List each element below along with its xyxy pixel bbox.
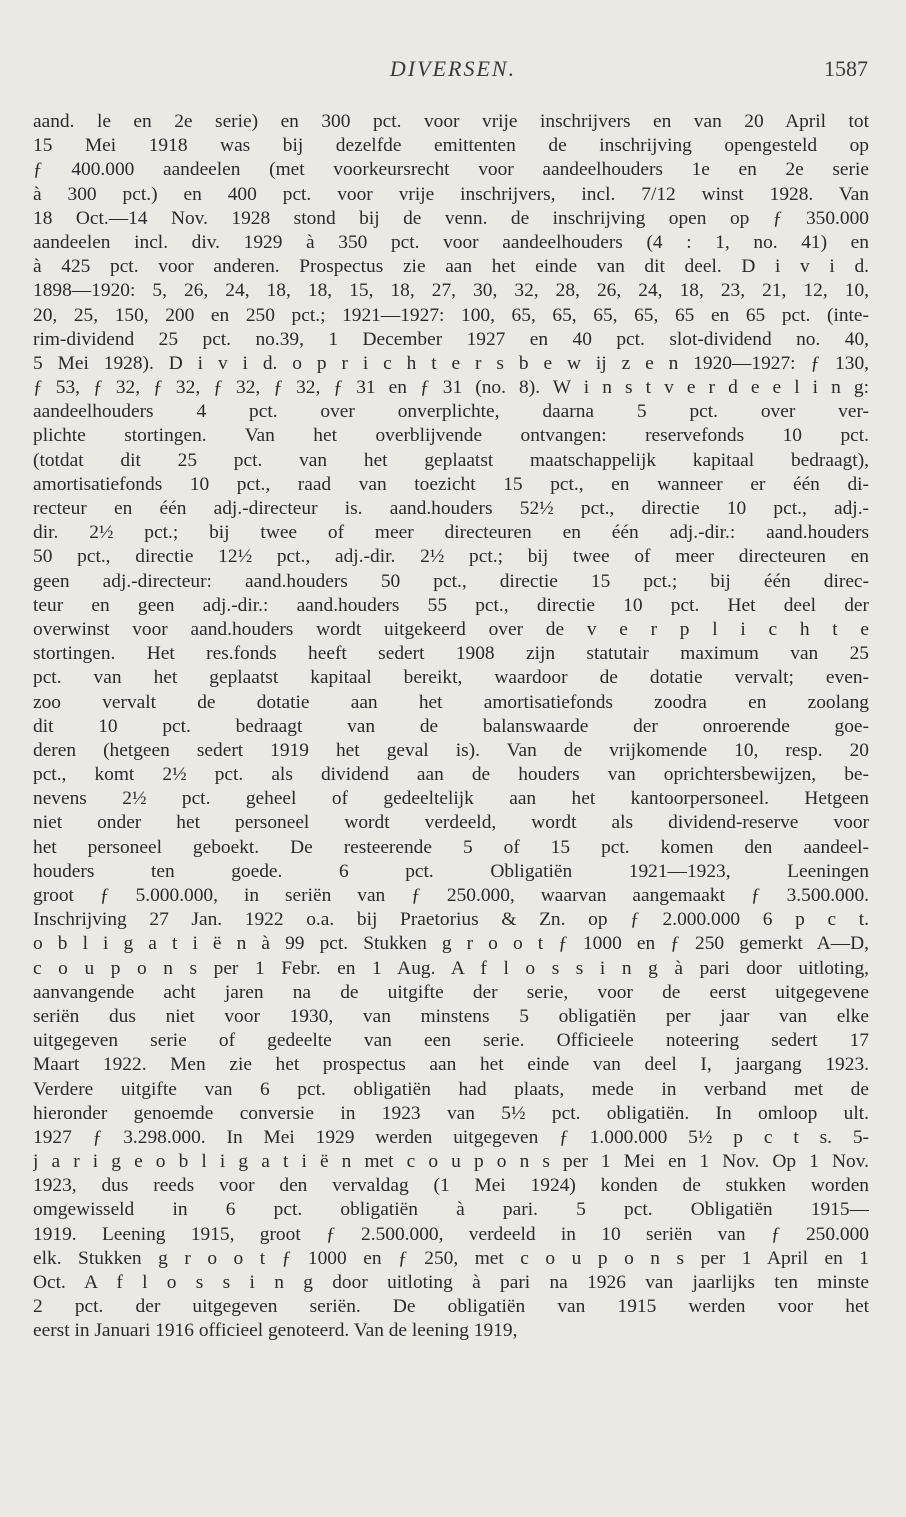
text-line: deren (hetgeen sedert 1919 het geval is). Van de vrijkomende 10, resp. 20: [33, 739, 869, 761]
text-line: (totdat dit 25 pct. van het geplaatst maatschappelijk kapitaal bedraagt),: [33, 449, 869, 471]
text-line: 2 pct. der uitgegeven seriën. De obligatiën van 1915 werden voor het: [33, 1296, 869, 1318]
text-line: pct. van het geplaatst kapitaal bereikt, waardoor de dotatie vervalt; even-: [33, 667, 869, 689]
page-header: [0, 44, 906, 84]
text-line: Inschrijving 27 Jan. 1922 o.a. bij Praetorius & Zn. op ƒ 2.000.000 6 p c t.: [33, 909, 869, 931]
text-line: hieronder genoemde conversie in 1923 van 5½ pct. obligatiën. In omloop ult.: [33, 1102, 869, 1124]
text-line: 1927 ƒ 3.298.000. In Mei 1929 werden uitgegeven ƒ 1.000.000 5½ p c t s. 5-: [33, 1126, 869, 1148]
text-line: j a r i g e o b l i g a t i ë n met c o u p o n s per 1 Mei en 1 Nov. Op 1 Nov.: [33, 1151, 869, 1173]
text-line: aandeelhouders 4 pct. over onverplichte, daarna 5 pct. over ver-: [33, 401, 869, 423]
text-line: plichte stortingen. Van het overblijvende ontvangen: reservefonds 10 pct.: [33, 425, 869, 447]
text-line: geen adj.-directeur: aand.houders 50 pct., directie 15 pct.; bij één direc-: [33, 570, 869, 592]
text-line: ƒ 53, ƒ 32, ƒ 32, ƒ 32, ƒ 32, ƒ 31 en ƒ 31 (no. 8). W i n s t v e r d e e l i n g:: [33, 377, 869, 399]
body-text: [33, 110, 869, 1344]
text-line: omgewisseld in 6 pct. obligatiën à pari. 5 pct. Obligatiën 1915—: [33, 1199, 869, 1221]
text-line: rim-dividend 25 pct. no.39, 1 December 1927 en 40 pct. slot-dividend no. 40,: [33, 328, 869, 350]
text-line: Oct. A f l o s s i n g door uitloting à pari na 1926 van jaarlijks ten minste: [33, 1272, 869, 1293]
text-line: aanvangende acht jaren na de uitgifte der serie, voor de eerst uitgegevene: [33, 981, 869, 1003]
text-line: ƒ 400.000 aandeelen (met voorkeursrecht voor aandeelhouders 1e en 2e serie: [33, 159, 869, 181]
page-number: 1587: [824, 56, 868, 81]
text-line: aand. le en 2e serie) en 300 pct. voor vrije inschrijvers en van 20 April tot: [33, 111, 869, 132]
text-line: elk. Stukken g r o o t ƒ 1000 en ƒ 250, met c o u p o n s per 1 April en 1: [33, 1247, 869, 1269]
text-line: teur en geen adj.-dir.: aand.houders 55 pct., directie 10 pct. Het deel der: [33, 594, 869, 616]
text-line: pct., komt 2½ pct. als dividend aan de houders van oprichtersbewijzen, be-: [33, 764, 869, 786]
text-line: 15 Mei 1918 was bij dezelfde emittenten de inschrijving opengesteld op: [33, 135, 869, 157]
text-line: het personeel geboekt. De resteerende 5 of 15 pct. komen den aandeel-: [33, 836, 869, 858]
text-line: 1898—1920: 5, 26, 24, 18, 18, 15, 18, 27, 30, 32, 28, 26, 24, 18, 23, 21, 12, 10,: [33, 280, 869, 302]
text-line: niet onder het personeel wordt verdeeld, wordt als dividend-reserve voor: [33, 812, 869, 834]
running-title: DIVERSEN.: [389, 56, 517, 81]
text-line: eerst in Januari 1916 officieel genoteerd. Van de leening 1919,: [33, 1320, 518, 1342]
text-line: seriën dus niet voor 1930, van minstens 5 obligatiën per jaar van elke: [33, 1005, 869, 1027]
text-line: houders ten goede. 6 pct. Obligatiën 1921—1923, Leeningen: [33, 860, 869, 882]
text-line: recteur en één adj.-directeur is. aand.houders 52½ pct., directie 10 pct., adj.-: [33, 498, 869, 519]
text-line: à 300 pct.) en 400 pct. voor vrije inschrijvers, incl. 7/12 winst 1928. Van: [33, 183, 869, 205]
text-line: c o u p o n s per 1 Febr. en 1 Aug. A f l o s s i n g à pari door uitloting,: [33, 957, 869, 979]
text-line: nevens 2½ pct. geheel of gedeeltelijk aan het kantoorpersoneel. Hetgeen: [33, 788, 869, 810]
text-line: 5 Mei 1928). D i v i d. o p r i c h t e r s b e w ij z e n 1920—1927: ƒ 130,: [33, 352, 869, 374]
text-line: 50 pct., directie 12½ pct., adj.-dir. 2½ pct.; bij twee of meer directeuren en: [33, 546, 869, 568]
text-line: 1923, dus reeds voor den vervaldag (1 Mei 1924) konden de stukken worden: [33, 1175, 869, 1197]
text-line: dir. 2½ pct.; bij twee of meer directeuren en één adj.-dir.: aand.houders: [33, 522, 869, 544]
text-line: aandeelen incl. div. 1929 à 350 pct. voor aandeelhouders (4 : 1, no. 41) en: [33, 231, 869, 253]
text-line: amortisatiefonds 10 pct., raad van toezicht 15 pct., en wanneer er één di-: [33, 473, 869, 495]
text-line: à 425 pct. voor anderen. Prospectus zie aan het einde van dit deel. D i v i d.: [33, 256, 869, 278]
text-line: overwinst voor aand.houders wordt uitgekeerd over de v e r p l i c h t e: [33, 618, 869, 640]
text-line: zoo vervalt de dotatie aan het amortisatiefonds zoodra en zoolang: [33, 691, 869, 713]
text-line: groot ƒ 5.000.000, in seriën van ƒ 250.000, waarvan aangemaakt ƒ 3.500.000.: [33, 885, 869, 906]
text-line: 20, 25, 150, 200 en 250 pct.; 1921—1927: 100, 65, 65, 65, 65, 65 en 65 pct. (inte-: [33, 304, 869, 326]
text-line: stortingen. Het res.fonds heeft sedert 1908 zijn statutair maximum van 25: [33, 643, 869, 665]
text-line: dit 10 pct. bedraagt van de balanswaarde der onroerende goe-: [33, 715, 869, 737]
text-line: Maart 1922. Men zie het prospectus aan het einde van deel I, jaargang 1923.: [33, 1054, 869, 1076]
text-line: Verdere uitgifte van 6 pct. obligatiën had plaats, mede in verband met de: [33, 1078, 869, 1100]
text-line: 18 Oct.—14 Nov. 1928 stond bij de venn. de inschrijving open op ƒ 350.000: [33, 207, 869, 229]
text-line: o b l i g a t i ë n à 99 pct. Stukken g r o o t ƒ 1000 en ƒ 250 gemerkt A—D,: [33, 933, 869, 955]
text-line: uitgegeven serie of gedeelte van een serie. Officieele noteering sedert 17: [33, 1030, 869, 1052]
text-line: 1919. Leening 1915, groot ƒ 2.500.000, verdeeld in 10 seriën van ƒ 250.000: [33, 1223, 869, 1245]
